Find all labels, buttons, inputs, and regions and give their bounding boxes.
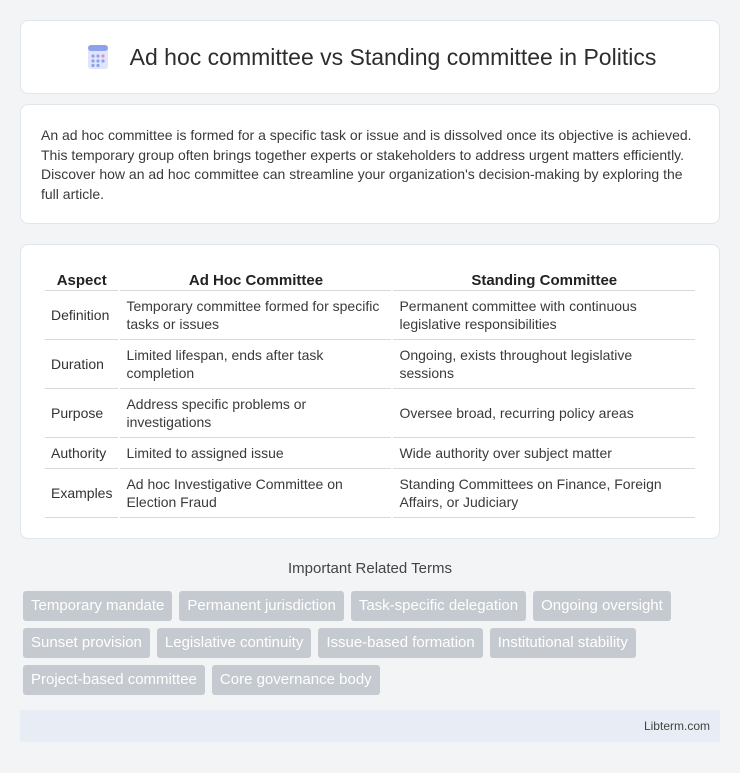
term-tag[interactable]: Legislative continuity: [157, 628, 311, 658]
row-ad-hoc: Ad hoc Investigative Committee on Election Fraud: [120, 469, 391, 518]
footer: [20, 710, 720, 742]
header-standing: Standing Committee: [393, 265, 695, 291]
related-terms-heading: Important Related Terms: [288, 560, 452, 577]
document-icon: [84, 43, 112, 71]
table-row: [45, 291, 695, 340]
row-standing: Wide authority over subject matter: [393, 438, 695, 469]
term-tag[interactable]: Ongoing oversight: [533, 591, 671, 621]
table-row: [45, 469, 695, 518]
comparison-table: [43, 265, 697, 518]
title-card: [20, 20, 720, 94]
term-tag[interactable]: Project-based committee: [23, 665, 205, 695]
table-row: [45, 389, 695, 438]
row-aspect: Definition: [45, 291, 118, 340]
term-tag[interactable]: Permanent jurisdiction: [179, 591, 343, 621]
row-standing: Permanent committee with continuous legislative responsibilities: [393, 291, 695, 340]
term-tag[interactable]: Institutional stability: [490, 628, 636, 658]
comparison-table-card: [20, 244, 720, 539]
row-ad-hoc: Address specific problems or investigations: [120, 389, 391, 438]
intro-paragraph: An ad hoc committee is formed for a specific task or issue and is dissolved once its objective is achieved. This temporary group often brings together experts or stakeholders to address urgent matters efficiently. Discover how an ad hoc committee can streamline your organization's decision-making by exploring the full article.: [41, 127, 692, 202]
intro-card: [20, 104, 720, 224]
term-tag[interactable]: Sunset provision: [23, 628, 150, 658]
row-standing: Oversee broad, recurring policy areas: [393, 389, 695, 438]
term-tag[interactable]: Task-specific delegation: [351, 591, 526, 621]
row-ad-hoc: Limited to assigned issue: [120, 438, 391, 469]
header-ad-hoc: Ad Hoc Committee: [120, 265, 391, 291]
row-aspect: Purpose: [45, 389, 118, 438]
page-title: Ad hoc committee vs Standing committee in Politics: [129, 43, 657, 70]
row-aspect: Authority: [45, 438, 118, 469]
row-standing: Ongoing, exists throughout legislative sessions: [393, 340, 695, 389]
table-header-row: [45, 265, 695, 291]
site-name[interactable]: Libterm.com: [643, 719, 710, 733]
related-terms-list: [23, 591, 723, 695]
header-aspect: Aspect: [45, 265, 118, 291]
row-ad-hoc: Temporary committee formed for specific tasks or issues: [120, 291, 391, 340]
term-tag[interactable]: Issue-based formation: [318, 628, 482, 658]
table-row: [45, 438, 695, 469]
term-tag[interactable]: Temporary mandate: [23, 591, 172, 621]
table-row: [45, 340, 695, 389]
row-ad-hoc: Limited lifespan, ends after task completion: [120, 340, 391, 389]
term-tag[interactable]: Core governance body: [212, 665, 380, 695]
row-aspect: Duration: [45, 340, 118, 389]
row-aspect: Examples: [45, 469, 118, 518]
row-standing: Standing Committees on Finance, Foreign Affairs, or Judiciary: [393, 469, 695, 518]
